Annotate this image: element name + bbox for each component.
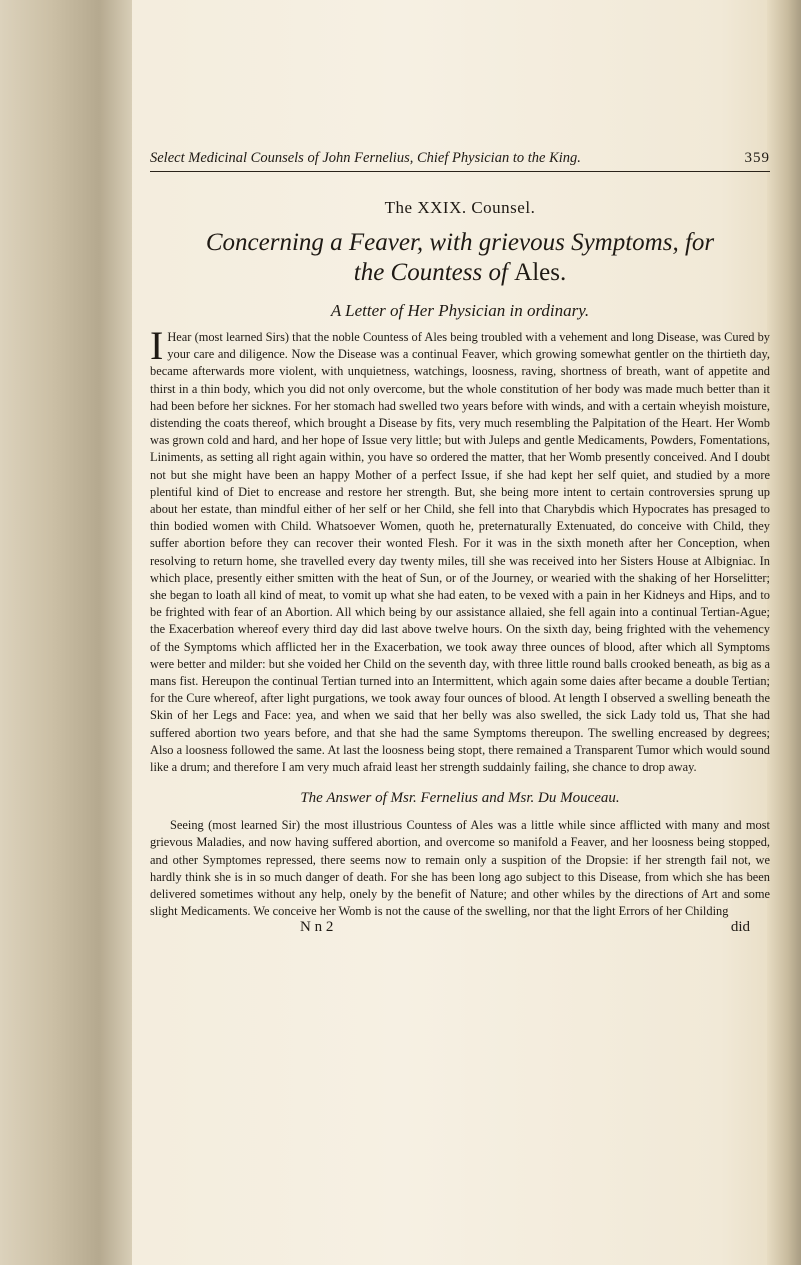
page-edge-shadow (767, 0, 801, 1265)
book-binding-gutter (0, 0, 132, 1265)
letter-heading: A Letter of Her Physician in ordinary. (330, 301, 590, 320)
letter-paragraph (150, 323, 770, 776)
book-page (150, 150, 770, 936)
chapter-title (150, 228, 770, 287)
page-footer (150, 919, 770, 936)
drop-cap: I (150, 323, 164, 368)
answer-heading: The Answer of Msr. Fernelius and Msr. Du Mouceau. (300, 790, 620, 807)
signature-mark: N n 2 (300, 918, 334, 935)
chapter-title-italic: the Countess of (353, 258, 508, 286)
counsel-number: The XXIX. Counsel. (384, 198, 536, 217)
chapter-title-line-1: Concerning a Feaver, with grievous Symptoms, for (205, 229, 715, 256)
catchword: did (730, 918, 750, 935)
chapter-title-roman: Ales. (514, 258, 567, 286)
running-head (150, 150, 770, 172)
chapter-title-line-2 (150, 258, 770, 288)
running-head-title: Select Medicinal Counsels of John Fernelius, Chief Physician to the King. (150, 150, 581, 166)
answer-paragraph (150, 817, 770, 920)
letter-text: Hear (most learned Sirs) that the noble Countess of Ales being troubled with a vehement and long Disease, was Cured by your care and diligence. Now the Disease was a continual Feaver, which growing somewhat gentler on the thirtieth day, became afterwards more violent, with unquietness, watchings, loosness, raving, shortness of breath, want of appetite and thirst in a thin body, which you did not only overcome, but the whole constitution of her body was made much better than it had been before her sicknes. For her stomach had swelled two years before with winds, and with a certain wheyish moisture, distending the coats thereof, which brought a Disease by fits, very much resembling the Palpitation of the Heart. Her Womb was grown cold and hard, and her hope of Issue very little; but with Juleps and gentle Medicaments, Powders, Fomentations, Liniments, as setting all right again within, you have so ordered the matter, that her Womb presently conceived. And I doubt not but she might have been an happy Mother of a perfect Issue, if she had kept her self quiet, and studied by a more plentiful kind of Diet to encrease and restore her strength. But, she being more intent to certain controversies sprung up about her estate, than mindful either of her self or her Child, she fell into that Charybdis which Hypocrates has presaged to thin bodied women with Child. Whatsoever Women, quoth he, preternaturally Extenuated, do conceive with Child, they suffer abortion before they can recover their wonted Flesh. For it was in the sixth moneth after her Conception, when resolving to return home, she travelled every day twenty miles, till she was received into her Sisters House at Albigniac. In which place, presently either smitten with the heat of Sun, or of the Journey, or wearied with the shaking of her Horselitter; she began to loath all kind of meat, to vomit up what she had eaten, to be vexed with a pain in her Kidneys and Hips, and to be frighted with fear of an Abortion. All which being by our assistance allaied, she fell again into a continual Tertian-Ague; the Exacerbation whereof every third day did last above twelve hours. On the sixth day, being frighted with the vehemency of the Symptoms which afflicted her in the Exacerbation, we took away three ounces of blood, after which all Symptoms were better and milder: but she voided her Child on the seventh day, with three little round balls crooked beneath, as big as a mans fist. Hereupon the continual Tertian turned into an Intermittent, which again some daies after became a double Tertian; for the Cure whereof, after light purgations, we took away four ounces of blood. At length I observed a swelling beneath the Skin of her Legs and Face: yea, and when we said that her belly was also swelled, the sick Lady told us, That she had suffered abortion two years before, and that she had the same Symptoms thereupon. The swelling encreased by degrees; Also a loosness followed the same. At last the loosness being stopt, there remained a Transparent Tumor which would sound like a drum; and therefore I am very much afraid least her strength suddainly failing, she chance to drop away. (150, 330, 770, 775)
answer-text: Seeing (most learned Sir) the most illustrious Countess of Ales was a little while since afflicted with many and most grievous Maladies, and now having suffered abortion, and overcome so manifold a Feaver, and her loosness being stopped, and other Symptomes repressed, there seems now to remain only a suspition of the Dropsie: if her strength fail not, we hardly think she is in so much danger of death. For she has been long ago subject to this Disease, from which she has been delivered sometimes without any help, onely by the benefit of Nature; and other whiles by the directions of Art and some slight Medicaments. We conceive her Womb is not the cause of the swelling, nor that the light Errors of her Childing (150, 818, 770, 919)
page-number: 359 (744, 150, 770, 166)
